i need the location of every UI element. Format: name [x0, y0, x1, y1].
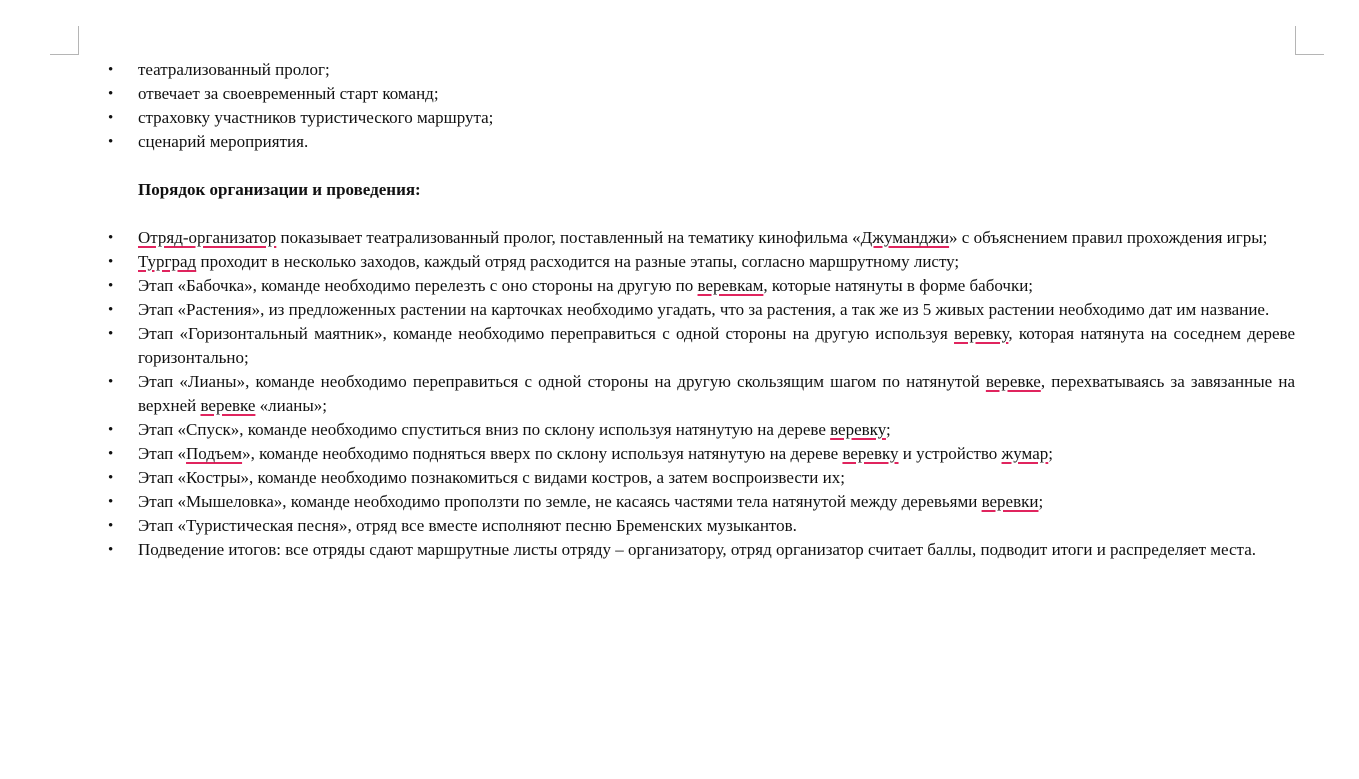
list-item: • Подведение итогов: все отряды сдают маршрутные листы отряду – организатору, отряд организатор считает баллы, подводит итоги и распределяет места. [108, 538, 1295, 562]
bullet-icon: • [108, 230, 114, 246]
spellcheck-word[interactable]: веревке [985, 372, 1041, 391]
spellcheck-word[interactable]: Подъем [186, 444, 243, 463]
spellcheck-word[interactable]: веревкам [697, 276, 764, 295]
list-item: • Турград проходит в несколько заходов, каждый отряд расходится на разные этапы, согласно маршрутному листу; [108, 250, 1295, 274]
list-item: • Этап «Бабочка», команде необходимо перелезть с оно стороны на другую по веревкам, которые натянуты в форме бабочки; [108, 274, 1295, 298]
page-corner-mark-right [1295, 26, 1324, 55]
spellcheck-word[interactable]: веревку [842, 444, 899, 463]
spellcheck-word[interactable]: веревки [981, 492, 1039, 511]
spellcheck-word[interactable]: веревку [830, 420, 886, 439]
spellcheck-word[interactable]: жумар [1001, 444, 1049, 463]
section-heading: Порядок организации и проведения: [138, 180, 421, 199]
spellcheck-word[interactable]: Джуманджи [860, 228, 950, 247]
list-item: • Этап «Туристическая песня», отряд все вместе исполняют песню Бременских музыкантов. [108, 514, 1295, 538]
bullet-icon: • [108, 302, 114, 318]
bullet-icon: • [108, 470, 114, 486]
bullet-icon: • [108, 254, 114, 270]
page-corner-mark-left [50, 26, 79, 55]
list-item: • Этап «Растения», из предложенных растении на карточках необходимо угадать, что за растения, а так же из 5 живых растении необходимо дат им название. [108, 298, 1295, 322]
list-item: • сценарий мероприятия. [108, 130, 1295, 154]
bullet-icon: • [108, 542, 114, 558]
spellcheck-word[interactable]: веревке [200, 396, 256, 415]
bullet-icon: • [108, 110, 114, 126]
responsibilities-list [108, 58, 1295, 154]
spellcheck-word[interactable]: веревку [954, 324, 1009, 343]
spellcheck-word[interactable]: Отряд-организатор [138, 228, 277, 247]
spellcheck-word[interactable]: Турград [138, 252, 197, 271]
bullet-icon: • [108, 518, 114, 534]
procedure-list [108, 226, 1295, 562]
bullet-icon: • [108, 422, 114, 438]
bullet-icon: • [108, 374, 114, 390]
list-item: • Этап «Костры», команде необходимо познакомиться с видами костров, а затем воспроизвести их; [108, 466, 1295, 490]
bullet-icon: • [108, 134, 114, 150]
list-item: • страховку участников туристического маршрута; [108, 106, 1295, 130]
list-item: • Этап «Лианы», команде необходимо переправиться с одной стороны на другую скользящим шагом по натянутой веревке, перехватываясь за завязанные на верхней веревке «лианы»; [108, 372, 1296, 415]
list-item: • отвечает за своевременный старт команд; [108, 82, 1295, 106]
list-item: • Этап «Горизонтальный маятник», команде необходимо переправиться с одной стороны на другую используя веревку, которая натянута на соседнем дереве горизонтально; [108, 324, 1295, 367]
list-item: • Этап «Мышеловка», команде необходимо проползти по земле, не касаясь частями тела натянутой между деревьями веревки; [108, 490, 1295, 514]
bullet-icon: • [108, 278, 114, 294]
bullet-icon: • [108, 494, 114, 510]
bullet-icon: • [108, 446, 114, 462]
list-item: • Этап «Спуск», команде необходимо спуститься вниз по склону используя натянутую на дереве веревку; [108, 418, 1295, 442]
document-page[interactable] [108, 58, 1295, 562]
bullet-icon: • [108, 326, 114, 342]
list-item: • театрализованный пролог; [108, 58, 1295, 82]
list-item: • Отряд-организатор показывает театрализованный пролог, поставленный на тематику кинофильма «Джуманджи» с объяснением правил прохождения игры; [108, 226, 1295, 250]
bullet-icon: • [108, 62, 114, 78]
bullet-icon: • [108, 86, 114, 102]
list-item: • Этап «Подъем», команде необходимо подняться вверх по склону используя натянутую на дереве веревку и устройство жумар; [108, 442, 1295, 466]
